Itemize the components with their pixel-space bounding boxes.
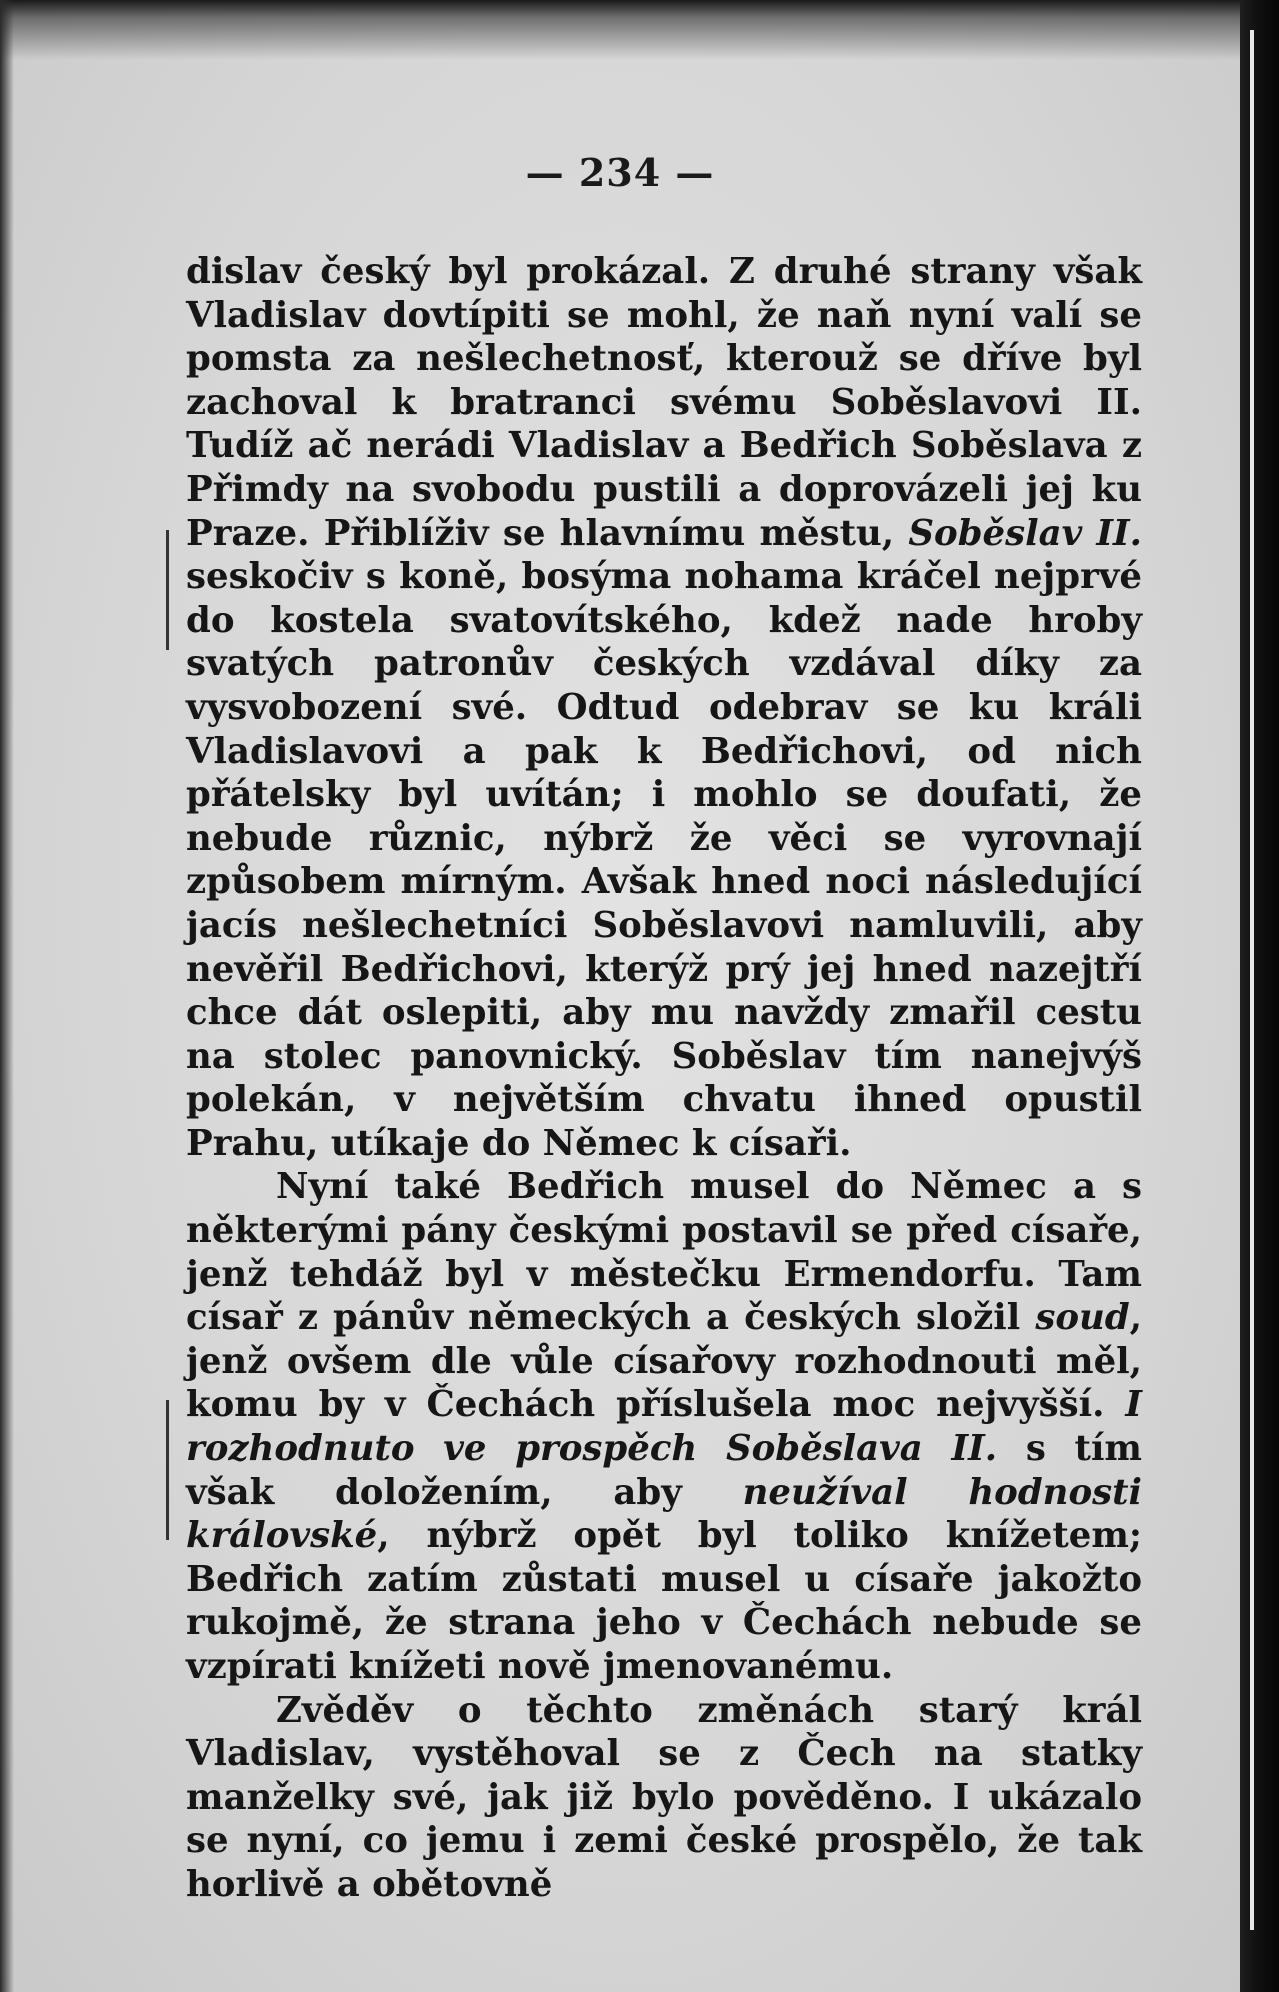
- text-run: Nyní také Bedřich musel do Němec a s některými pány českými postavil se před císaře, jenž tehdáž byl v městečku Ermendorfu. Tam císař z pánův německých a českých složil: [186, 1166, 1142, 1339]
- text-run: , jenž ovšem dle vůle císařovy rozhodnouti měl, komu by v Čechách příslušela moc nejvyšší.: [186, 1297, 1142, 1426]
- body-text: [186, 250, 1142, 1907]
- scan-edge-line: [1250, 30, 1254, 1930]
- italic-run: neužíval hodnosti královské: [186, 1471, 1142, 1557]
- italic-run: soud: [1035, 1297, 1130, 1339]
- text-run: Zvěděv o těchto změnách starý král Vladislav, vystěhoval se z Čech na statky manželky své, jak již bylo pověděno. I ukázalo se nyní, co jemu i zemi české prospělo, že tak horlivě a obětovně: [186, 1689, 1142, 1905]
- scan-edge: [1240, 0, 1279, 1992]
- text-run: seskočiv s koně, bosýma nohama kráčel nejprvé do kostela svatovítského, kdež nade hroby svatých patronův českých vzdával díky za vysvobození své. Odtud odebrav se ku králi Vladislavovi a pak k Bedřichovi, od nich přátelsky byl uvítán; i mohlo se doufati, že nebude různic, nýbrž že věci se vyrovnají způsobem mírným. Avšak hned noci následující jacís nešlechetníci Soběslavovi namluvili, aby nevěřil Bedřichovi, kterýž prý jej hned nazejtří chce dát oslepiti, aby mu navždy zmařil cestu na stolec panovnický. Soběslav tím nanejvýš polekán, v největším chvatu ihned opustil Prahu, utíkaje do Němec k císaři.: [186, 556, 1142, 1164]
- italic-run: I rozhodnuto ve prospěch Soběslava II.: [186, 1384, 1142, 1470]
- page-number: — 234 —: [525, 150, 715, 195]
- paragraph: [186, 1165, 1142, 1688]
- text-run: , nýbrž opět byl toliko knížetem; Bedřich zatím zůstati musel u císaře jakožto rukojmě, že strana jeho v Čechách nebude se vzpírati knížeti nově jmenovanému.: [186, 1515, 1142, 1687]
- text-run: dislav český byl prokázal. Z druhé strany však Vladislav dovtípiti se mohl, že naň nyní valí se pomsta za nešlechetnosť, kterouž se dříve byl zachoval k bratranci svému Soběslavovi II. Tudíž ač nerádi Vladislav a Bedřich Soběslava z Přimdy na svobodu pustili a doprovázeli jej ku Praze. Přiblíživ se hlavnímu městu,: [186, 251, 1142, 554]
- text-run: s tím však doložením, aby: [186, 1428, 1142, 1513]
- italic-run: Soběslav II.: [908, 512, 1142, 554]
- margin-mark: [166, 1400, 169, 1540]
- paragraph: [186, 1689, 1142, 1907]
- paragraph: [186, 250, 1142, 1165]
- margin-mark: [166, 530, 169, 650]
